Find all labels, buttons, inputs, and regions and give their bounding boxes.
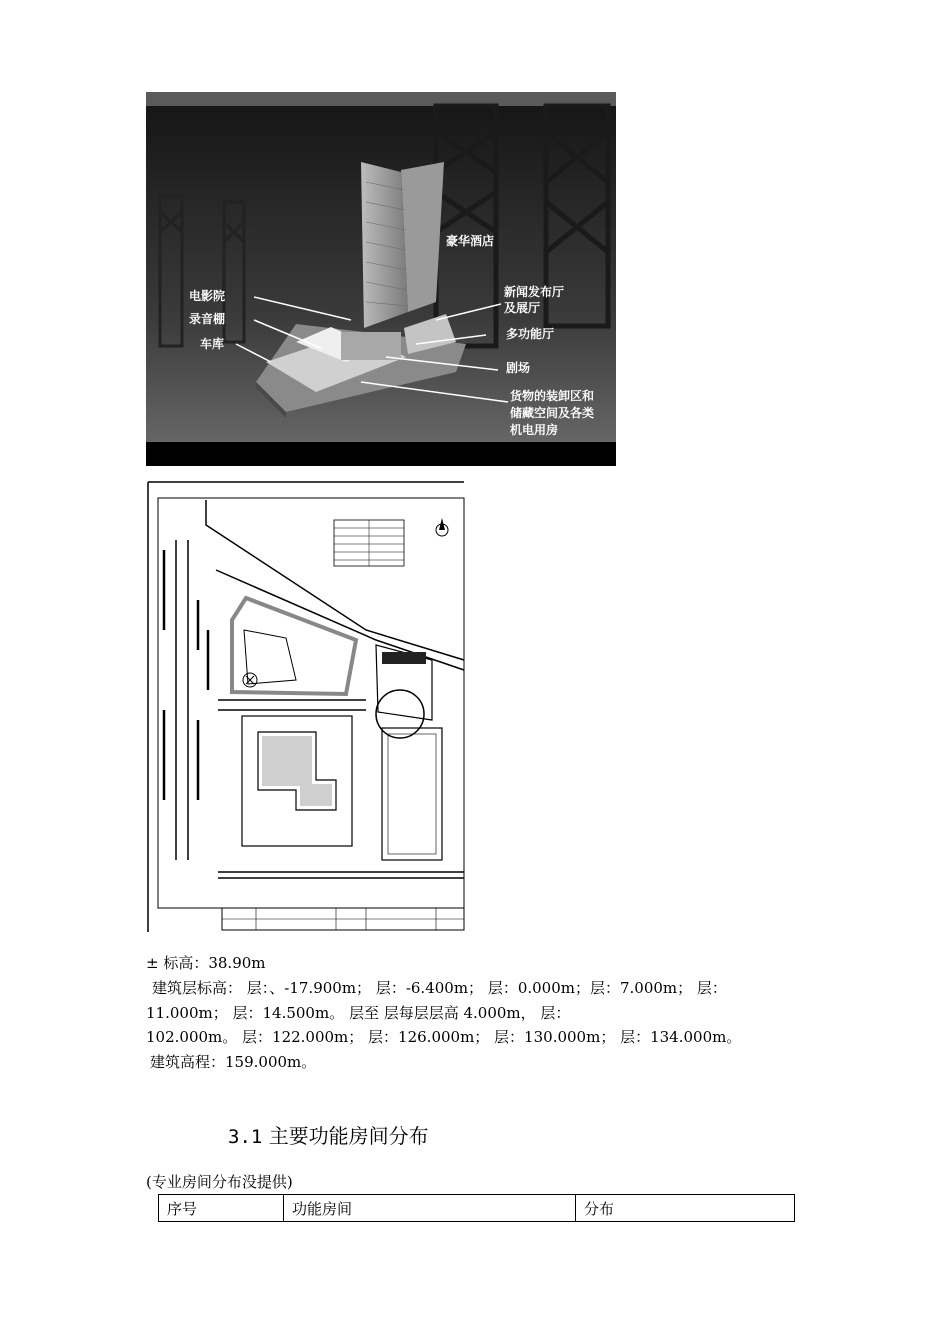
elevation-zero-text: ± 标高：38.90m xyxy=(146,954,266,972)
note-text: (专业房间分布没提供) xyxy=(146,1173,293,1191)
site-plan xyxy=(146,480,466,932)
label-recording-studio: 录音棚 xyxy=(189,312,226,326)
site-plan-drawing xyxy=(146,480,466,932)
floor-elevations-text-2: 11.000m； 层：14.500m。 层至 层每层层高 4.000m， 层： xyxy=(146,1004,571,1022)
table-header-row xyxy=(159,1195,795,1222)
section-heading xyxy=(228,1122,429,1151)
label-multipurpose-hall: 多功能厅 xyxy=(506,327,555,341)
label-press-hall: 新闻发布厅 xyxy=(504,285,565,299)
rooms-table xyxy=(158,1194,795,1222)
label-hotel: 豪华酒店 xyxy=(446,234,495,248)
label-garage: 车库 xyxy=(200,337,225,351)
label-theater: 剧场 xyxy=(506,361,531,375)
label-cargo-2: 储藏空间及各类 xyxy=(510,406,595,420)
header-index: 序号 xyxy=(159,1195,284,1222)
section-number: 3.1 xyxy=(228,1126,263,1148)
header-distribution: 分布 xyxy=(576,1195,795,1222)
floor-elevations-text: 建筑层标高： 层：、-17.900m； 层：-6.400m； 层：0.000m；层：7.000m； 层： xyxy=(152,979,727,997)
floor-elevations-text-3: 102.000m。 层：122.000m； 层：126.000m； 层：130.000m； 层：134.000m。 xyxy=(146,1028,742,1046)
label-cargo-1: 货物的装卸区和 xyxy=(510,389,595,403)
label-press-hall-exhibition: 及展厅 xyxy=(504,301,541,315)
building-height-text: 建筑高程：159.000m。 xyxy=(150,1053,317,1071)
label-cargo-3: 机电用房 xyxy=(510,423,559,437)
building-rendering xyxy=(146,92,616,466)
label-cinema: 电影院 xyxy=(189,289,226,303)
section-title: 主要功能房间分布 xyxy=(268,1124,429,1148)
header-function-room: 功能房间 xyxy=(284,1195,576,1222)
